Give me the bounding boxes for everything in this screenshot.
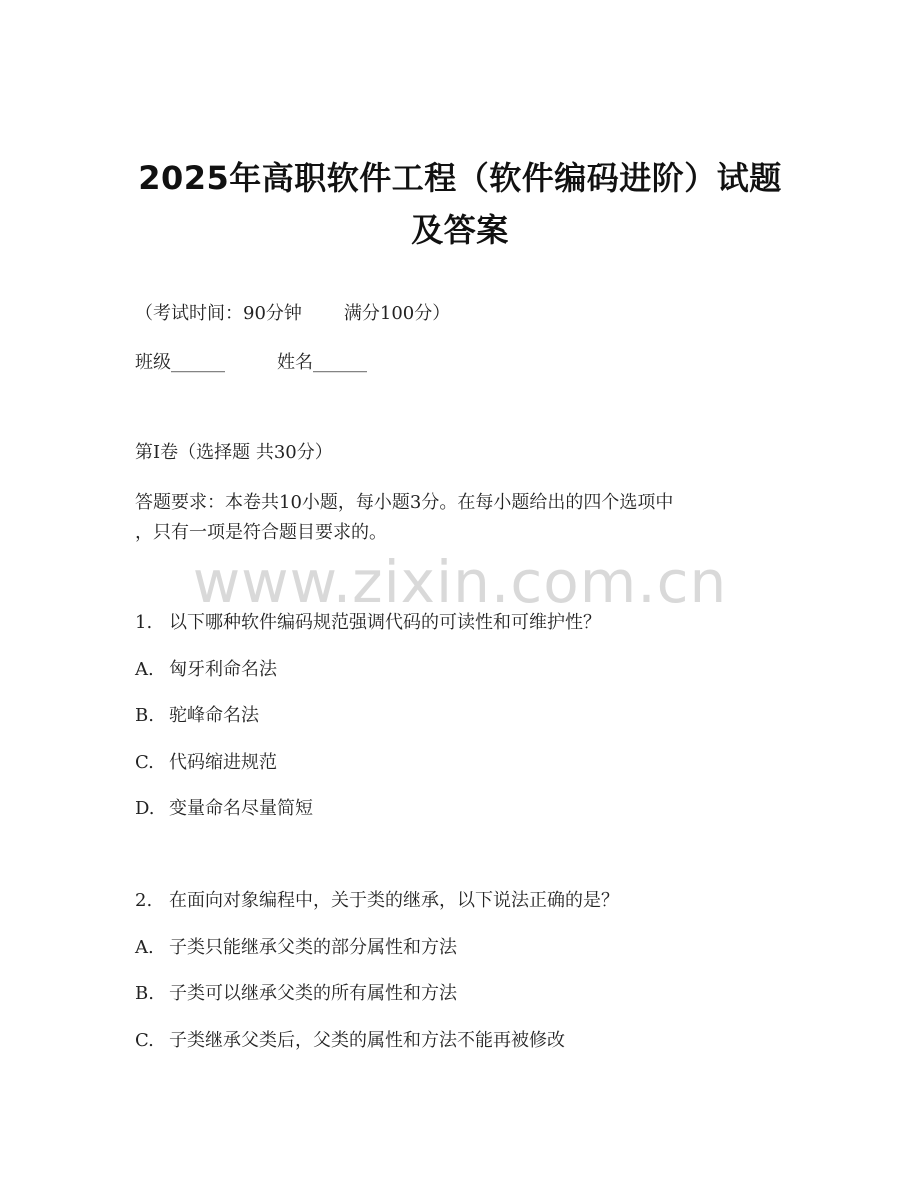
option-letter: A.	[135, 659, 154, 680]
option-letter: C.	[135, 752, 154, 773]
option-text: 变量命名尽量简短	[169, 798, 313, 819]
option-letter: D.	[135, 798, 155, 819]
option-letter: B.	[135, 705, 154, 726]
question-1-option-b	[135, 704, 259, 728]
title-line-1: 2025年高职软件工程（软件编码进阶）试题	[138, 159, 782, 197]
option-text: 子类只能继承父类的部分属性和方法	[169, 937, 457, 958]
question-2-option-c	[135, 1029, 565, 1053]
option-text: 代码缩进规范	[169, 752, 277, 773]
question-2-option-a	[135, 936, 457, 960]
class-field: 班级______	[135, 352, 225, 373]
question-2	[135, 889, 619, 913]
section-heading: 第I卷（选择题 共30分）	[135, 442, 333, 463]
document-title	[110, 152, 810, 256]
option-letter: A.	[135, 937, 154, 958]
question-number: 1.	[135, 612, 153, 633]
question-number: 2.	[135, 890, 153, 911]
option-text: 子类可以继承父类的所有属性和方法	[169, 983, 457, 1004]
question-text: 在面向对象编程中，关于类的继承，以下说法正确的是？	[169, 890, 619, 911]
option-text: 匈牙利命名法	[169, 659, 277, 680]
question-text: 以下哪种软件编码规范强调代码的可读性和可维护性？	[169, 612, 601, 633]
instructions-line-2: ，只有一项是符合题目要求的。	[135, 522, 387, 543]
question-1	[135, 611, 601, 635]
question-1-option-d	[135, 797, 313, 821]
student-info-row	[135, 351, 367, 375]
option-letter: B.	[135, 983, 154, 1004]
name-field: 姓名______	[277, 352, 367, 373]
exam-info	[135, 302, 450, 326]
question-1-option-a	[135, 658, 277, 682]
option-text: 子类继承父类后，父类的属性和方法不能再被修改	[169, 1030, 565, 1051]
option-letter: C.	[135, 1030, 154, 1051]
watermark: www.zixin.com.cn	[192, 548, 728, 616]
title-line-2: 及答案	[411, 211, 509, 249]
question-1-option-c	[135, 751, 277, 775]
exam-time: （考试时间：90分钟	[135, 303, 302, 324]
option-text: 驼峰命名法	[169, 705, 259, 726]
question-2-option-b	[135, 982, 457, 1006]
full-score: 满分100分）	[343, 303, 451, 324]
instructions-line-1: 答题要求：本卷共10小题，每小题3分。在每小题给出的四个选项中	[135, 492, 674, 513]
answer-instructions	[135, 488, 785, 548]
